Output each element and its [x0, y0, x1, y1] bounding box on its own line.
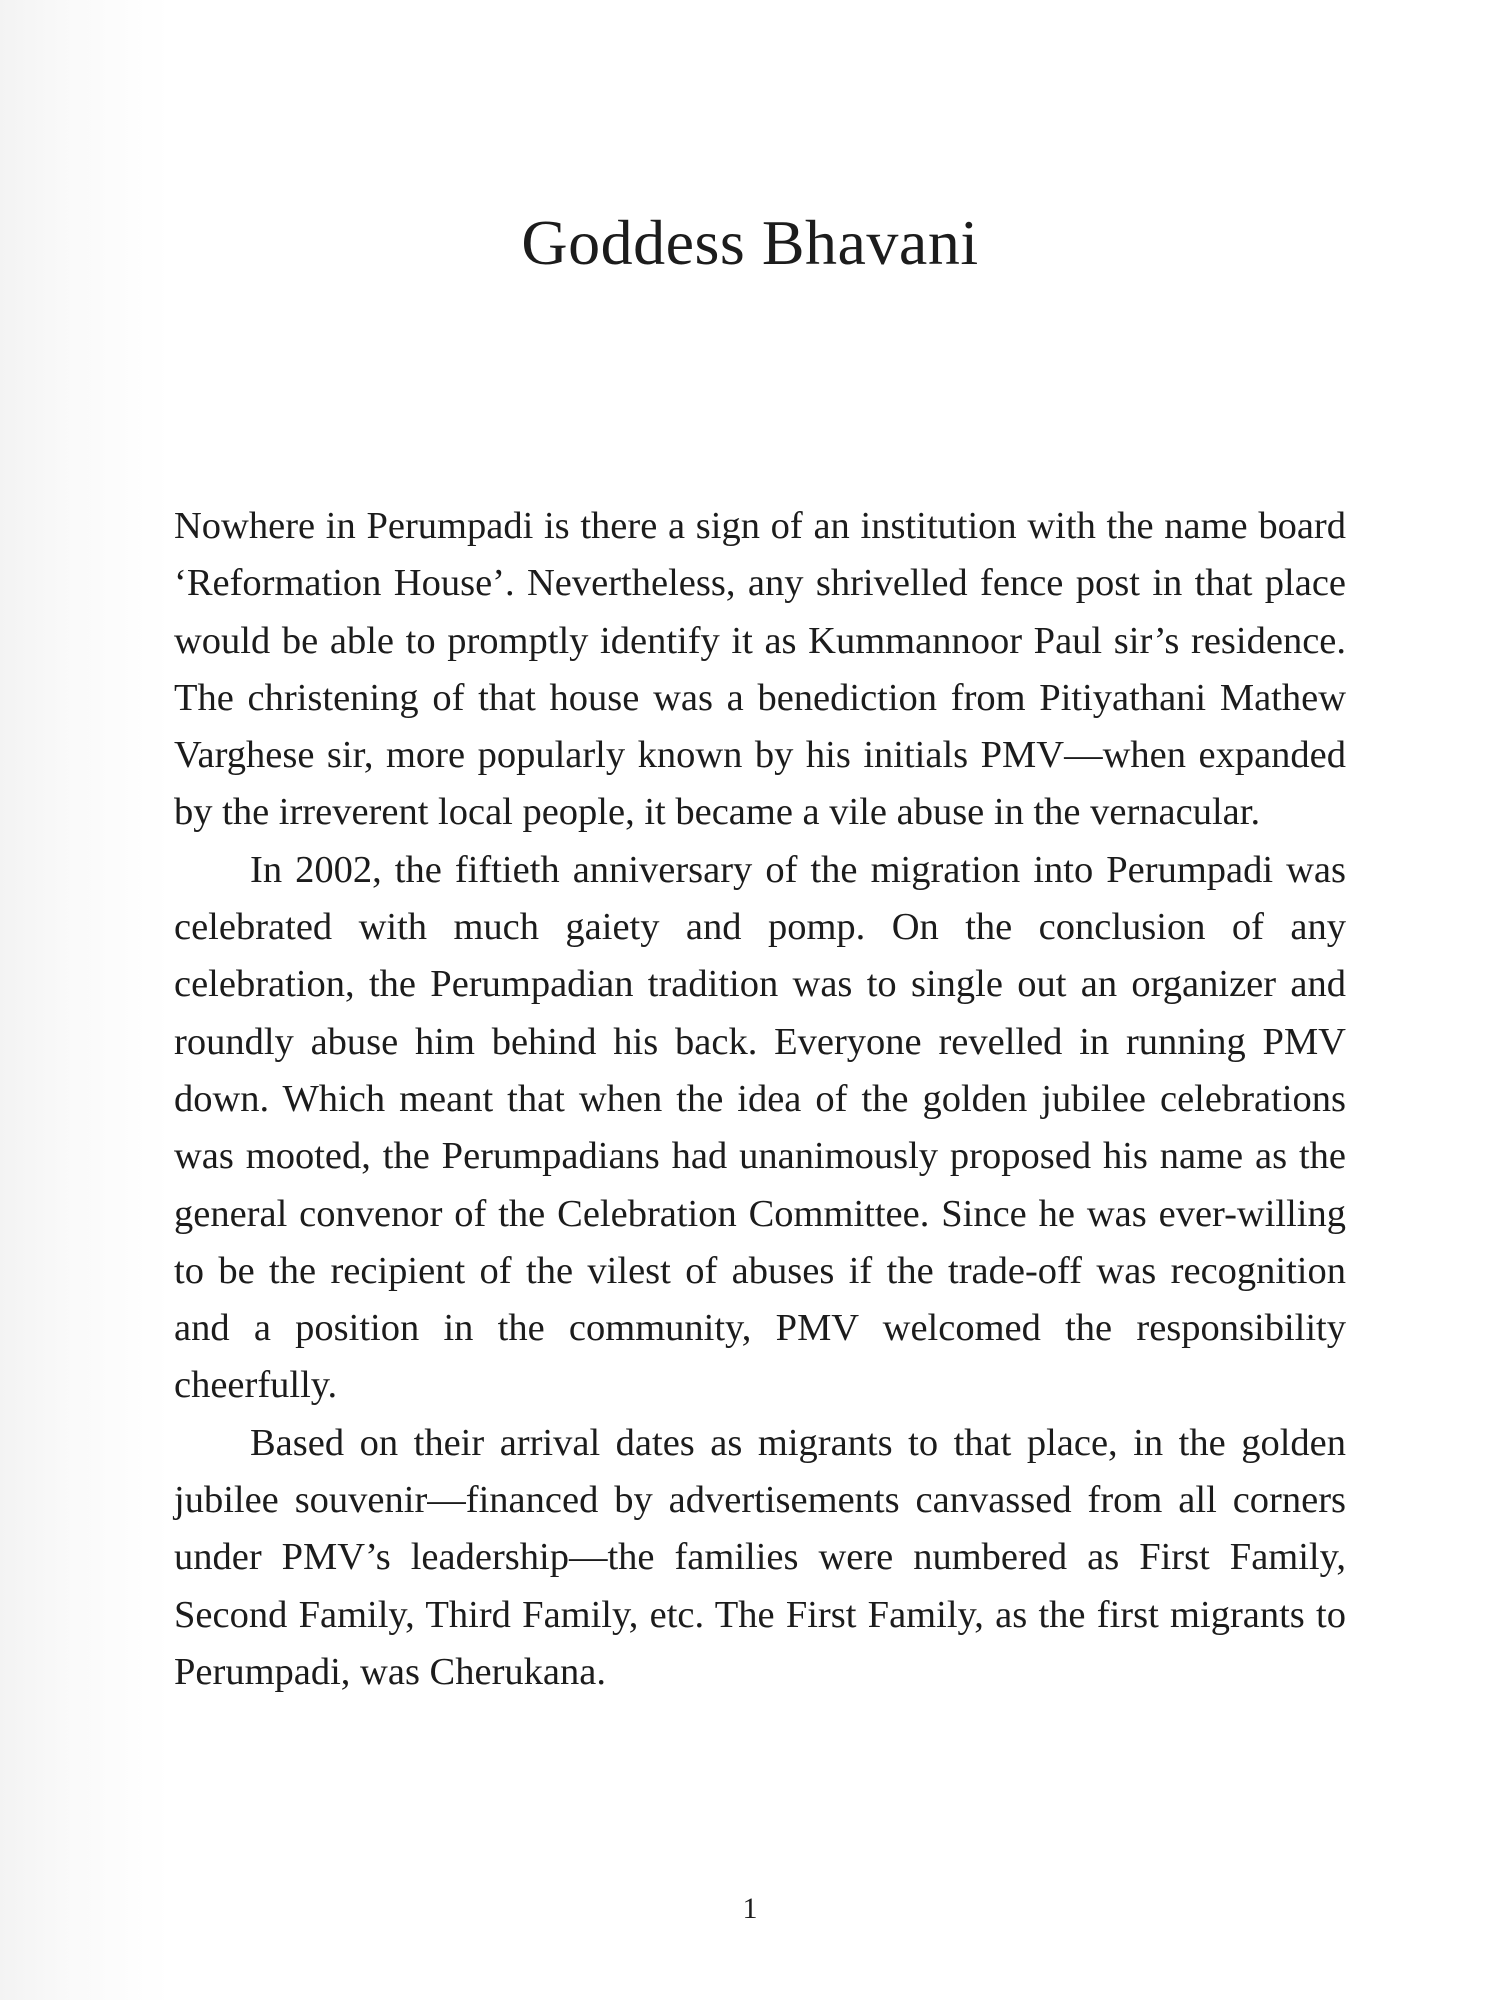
body-text [174, 498, 1346, 1701]
chapter-title: Goddess Bhavani [521, 207, 979, 278]
page-number: 1 [742, 1892, 758, 1925]
paragraph-3: Based on their arrival dates as migrants to that place, in the golden jubilee souvenir—financed by advertisements canvassed from all corners under PMV’s leadership—the families were numbered as First Family, Second Family, Third Family, etc. The First Family, as the first migrants to Perumpadi, was Cherukana. [174, 1421, 1346, 1693]
paragraph-1: Nowhere in Perumpadi is there a sign of an institution with the name board ‘Reformation House’. Nevertheless, any shrivelled fence post in that place would be able to promptly identify it as Kummannoor Paul sir’s residence. The christening of that house was a benediction from Pitiyathani Mathew Varghese sir, more popularly known by his initials PMV—when expanded by the irreverent local people, it became a vile abuse in the vernacular. [174, 505, 1346, 834]
paragraph-2: In 2002, the fiftieth anniversary of the migration into Perumpadi was celebrated with much gaiety and pomp. On the conclusion of any celebration, the Perumpadian tradition was to single out an organizer and roundly abuse him behind his back. Everyone revelled in running PMV down. Which meant that when the idea of the golden jubilee celebrations was mooted, the Perumpadians had unanimously proposed his name as the general convenor of the Celebration Committee. Since he was ever-willing to be the recipient of the vilest of abuses if the trade-off was recognition and a position in the community, PMV welcomed the responsibility cheerfully. [174, 848, 1346, 1407]
